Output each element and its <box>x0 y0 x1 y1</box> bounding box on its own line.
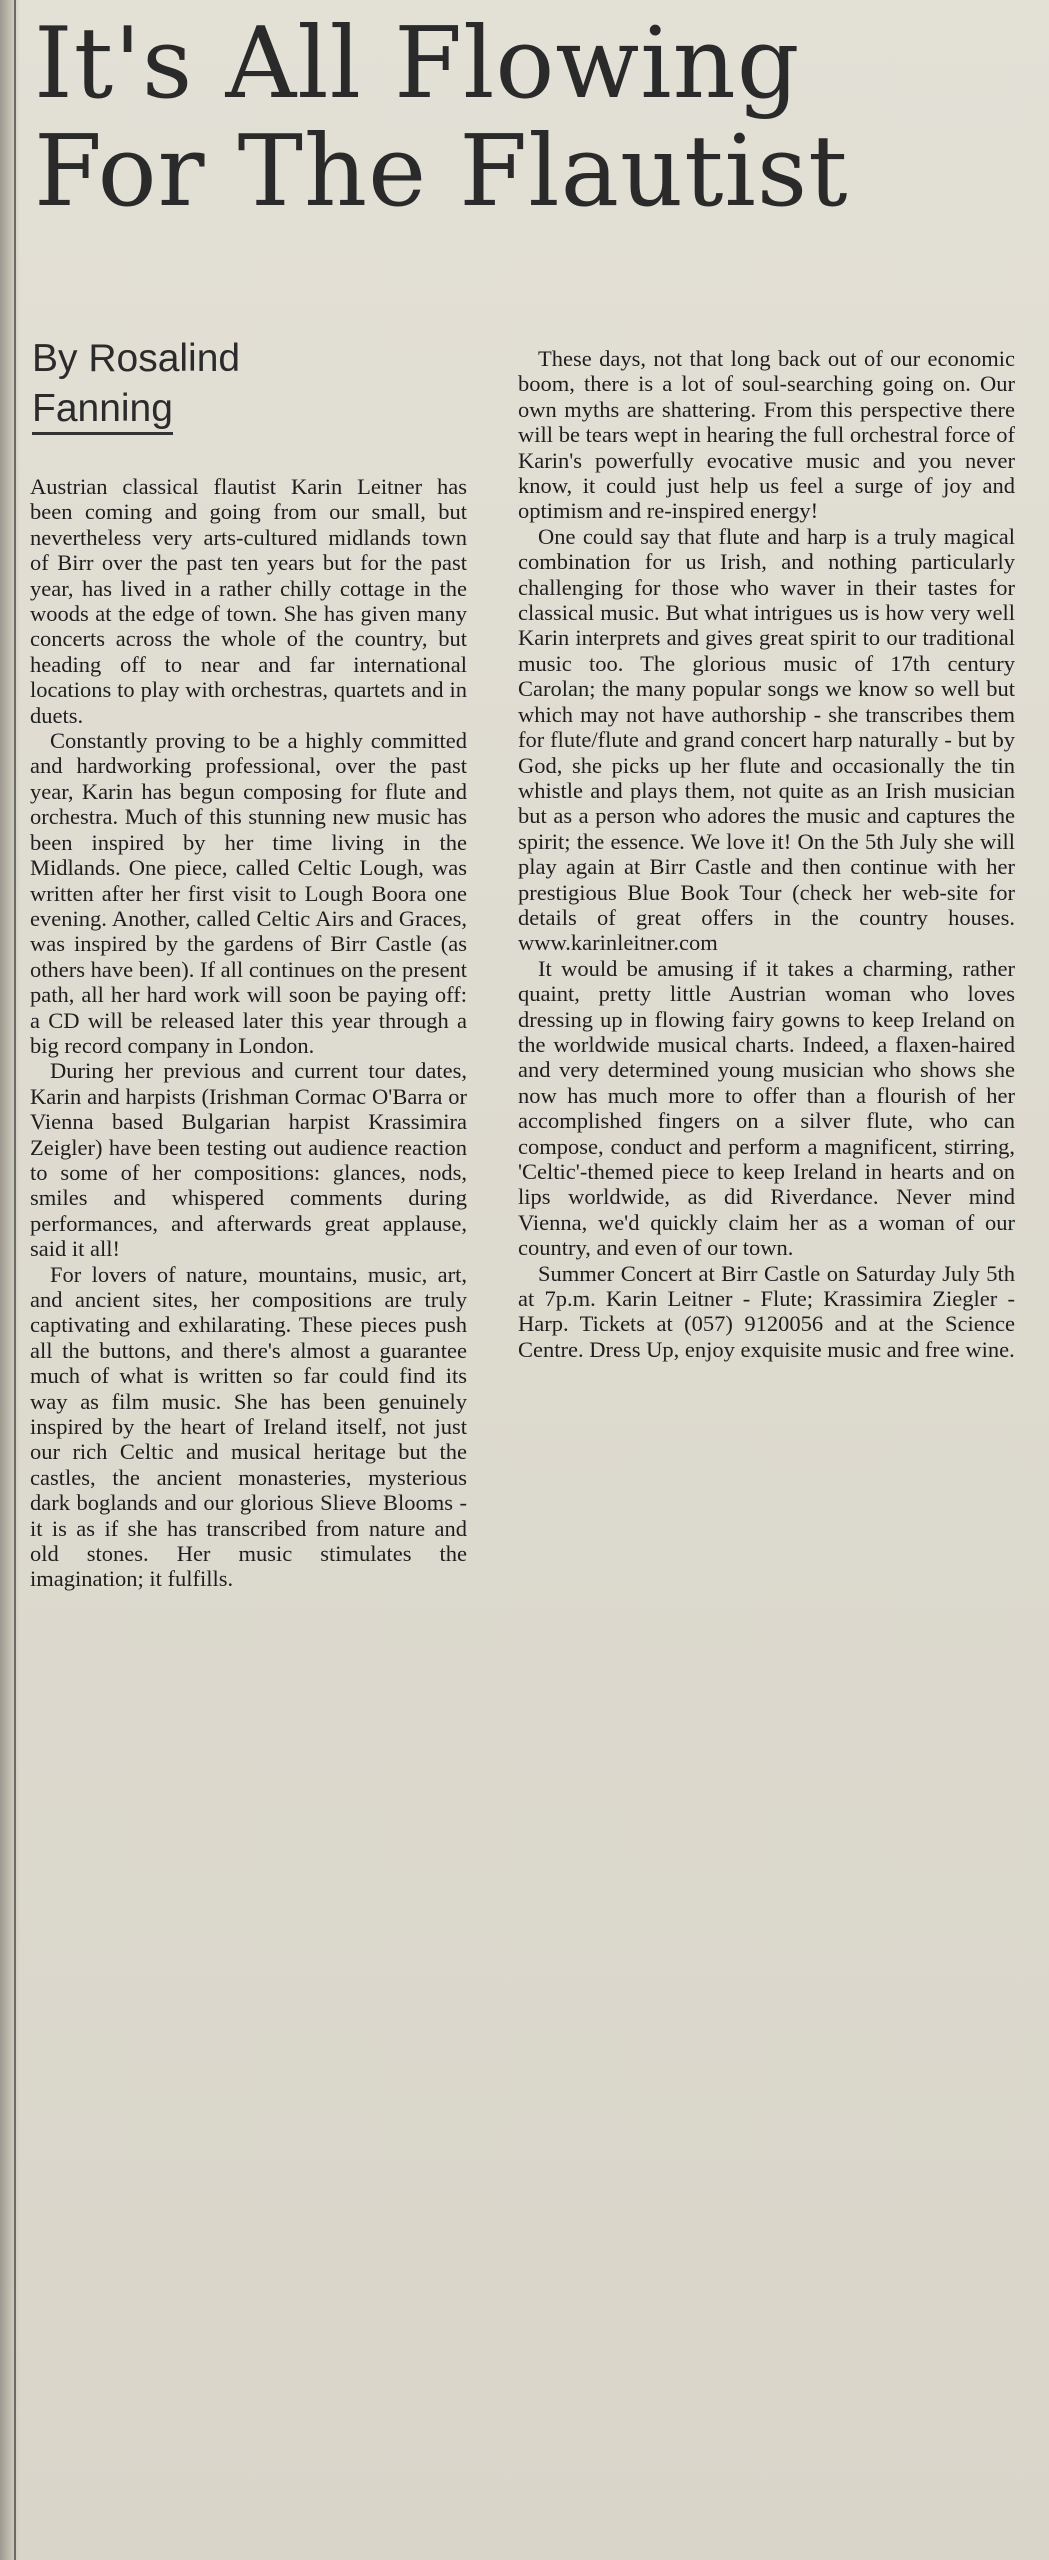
headline <box>34 7 1034 229</box>
article-paragraph: During her previous and current tour dates, Karin and harpists (Irishman Cormac O'Barra or Vienna based Bulgarian harpist Krassimira Zeigler) have been testing out audience reaction to some of her compositions: glances, nods, smiles and whispered comments during performances, and afterwards great applause, said it all! <box>30 1058 467 1262</box>
article-paragraph: These days, not that long back out of our economic boom, there is a lot of soul-searching going on. Our own myths are shattering. From this perspective there will be tears wept in hearing the full orchestral force of Karin's powerfully evocative music and you never know, it could just help us feel a surge of joy and optimism and re-inspired energy! <box>518 346 1015 524</box>
byline-prefix: By Rosalind <box>32 337 241 380</box>
article-paragraph: Constantly proving to be a highly committed and hardworking professional, over the past year, Karin has begun composing for flute and orchestra. Much of this stunning new music has been inspired by her time living in the Midlands. One piece, called Celtic Lough, was written after her first visit to Lough Boora one evening. Another, called Celtic Airs and Graces, was inspired by the gardens of Birr Castle (as others have been). If all continues on the present path, all her hard work will soon be paying off: a CD will be released later this year through a big record company in London. <box>30 728 467 1058</box>
column-rule <box>14 0 16 2560</box>
concert-details-paragraph: Summer Concert at Birr Castle on Saturday July 5th at 7p.m. Karin Leitner - Flute; Krassimira Ziegler - Harp. Tickets at (057) 9120056 and at the Science Centre. Dress Up, enjoy exquisite music and free wine. <box>518 1260 1015 1362</box>
article-paragraph: It would be amusing if it takes a charming, rather quaint, pretty little Austrian woman who loves dressing up in flowing fairy gowns to keep Ireland on the worldwide musical charts. Indeed, a flaxen-haired and very determined young musician who shows she now has much more to offer than a flourish of her accomplished fingers on a silver flute, who can compose, conduct and perform a magnificent, stirring, 'Celtic'-themed piece to keep Ireland in hearts and on lips worldwide, as did Riverdance. Never mind Vienna, we'd quickly claim her as a woman of our country, and even of our town. <box>518 955 1015 1261</box>
page-edge-shadow <box>0 0 20 2560</box>
byline <box>32 334 472 435</box>
article-column-left <box>30 474 467 1592</box>
headline-line-1: It's All Flowing <box>34 7 801 121</box>
headline-line-2: For The Flautist <box>34 115 849 229</box>
article-column-right <box>518 346 1015 1362</box>
article-paragraph: Austrian classical flautist Karin Leitner has been coming and going from our small, but nevertheless very arts-cultured midlands town of Birr over the past ten years but for the past year, has lived in a rather chilly cottage in the woods at the edge of town. She has given many concerts across the whole of the country, but heading off to near and far international locations to play with orchestras, quartets and in duets. <box>30 474 467 728</box>
byline-author-name: Fanning <box>32 386 173 435</box>
article-paragraph: For lovers of nature, mountains, music, art, and ancient sites, her compositions are truly captivating and exhilarating. These pieces push all the buttons, and there's almost a guarantee much of what is written so far could find its way as film music. She has been genuinely inspired by the heart of Ireland itself, not just our rich Celtic and musical heritage but the castles, the ancient monasteries, mysterious dark boglands and our glorious Slieve Blooms - it is as if she has transcribed from nature and old stones. Her music stimulates the imagination; it fulfills. <box>30 1261 467 1592</box>
article-paragraph: One could say that flute and harp is a truly magical combination for us Irish, and nothing particularly challenging for those who waver in their tastes for classical music. But what intrigues us is how very well Karin interprets and gives great spirit to our traditional music too. The glorious music of 17th century Carolan; the many popular songs we know so well but which may not have authorship - she transcribes them for flute/flute and grand concert harp naturally - but by God, she picks up her flute and occasionally the tin whistle and plays them, not quite as an Irish musician but as a person who adores the music and captures the spirit; the essence. We love it! On the 5th July she will play again at Birr Castle and then continue with her prestigious Blue Book Tour (check her web-site for details of great offers in the country houses. www.karinleitner.com <box>518 523 1015 956</box>
